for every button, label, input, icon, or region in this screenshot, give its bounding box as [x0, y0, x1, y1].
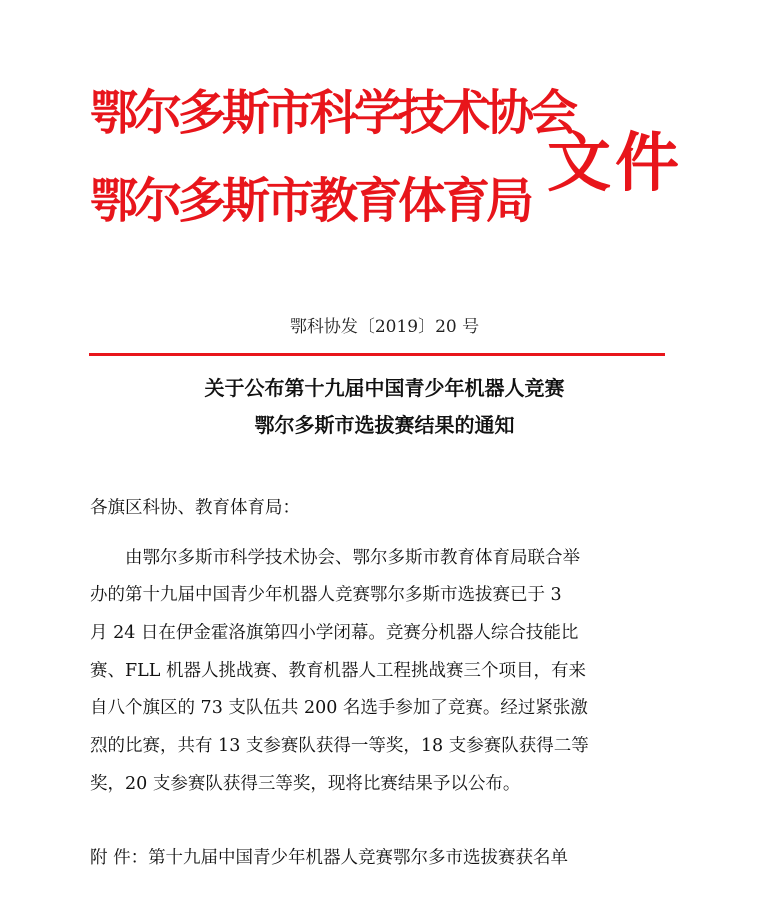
- body-paragraph-line-5: 自八个旗区的 73 支队伍共 200 名选手参加了竞赛。经过紧张激: [90, 698, 588, 718]
- document-header: [90, 85, 690, 255]
- body-paragraph-line-3: 月 24 日在伊金霍洛旗第四小学闭幕。竞赛分机器人综合技能比: [90, 623, 579, 643]
- document-number: 鄂科协发〔2019〕20 号: [289, 317, 480, 337]
- notice-title-line-2: 鄂尔多斯市选拔赛结果的通知: [254, 413, 515, 437]
- salutation: 各旗区科协、教育体育局：: [90, 498, 300, 518]
- body-paragraph-line-1: 由鄂尔多斯市科学技术协会、鄂尔多斯市教育体育局联合举: [125, 548, 580, 568]
- red-divider-rule: [89, 353, 665, 356]
- issuer-line-education-bureau: 鄂尔多斯市教育体育局: [90, 173, 531, 229]
- body-paragraph-line-6: 烈的比赛，共有 13 支参赛队获得一等奖，18 支参赛队获得二等: [90, 736, 589, 756]
- notice-title-line-1: 关于公布第十九届中国青少年机器人竞赛: [204, 376, 565, 400]
- issuer-line-science-association: 鄂尔多斯市科学技术协会: [90, 85, 575, 141]
- body-paragraph-line-7: 奖，20 支参赛队获得三等奖，现将比赛结果予以公布。: [90, 774, 521, 794]
- attachment-line: 附 件：第十九届中国青少年机器人竞赛鄂尔多市选拔赛获名单: [90, 848, 569, 868]
- body-paragraph-line-2: 办的第十九届中国青少年机器人竞赛鄂尔多斯市选拔赛已于 3: [90, 585, 562, 605]
- body-paragraph-line-4: 赛、FLL 机器人挑战赛、教育机器人工程挑战赛三个项目，有来: [90, 661, 586, 681]
- document-type-label: 文件: [547, 126, 683, 201]
